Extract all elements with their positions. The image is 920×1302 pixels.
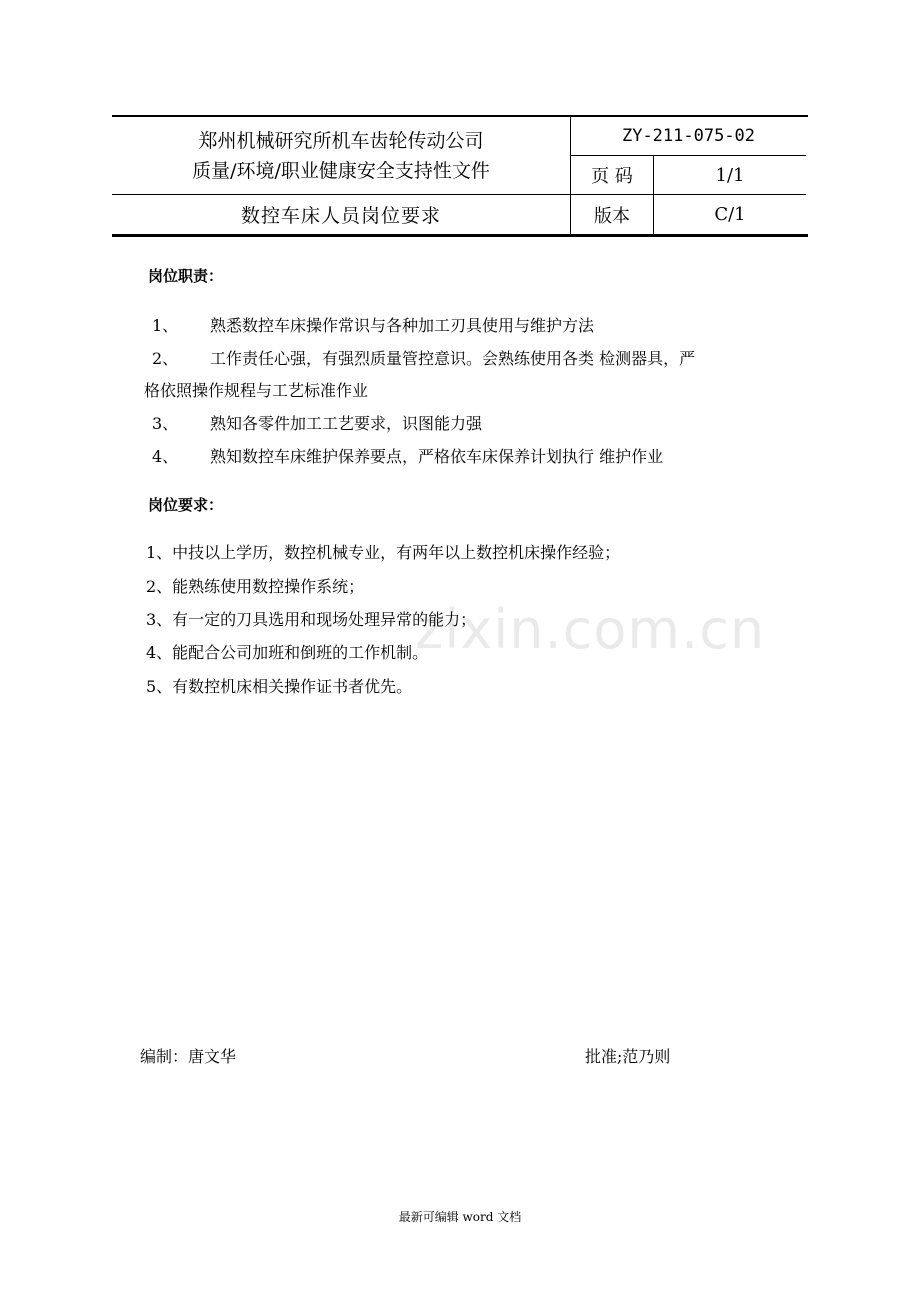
duty-text: 熟知数控车床维护保养要点，严格依车床保养计划执行 维护作业 bbox=[210, 447, 664, 466]
duty-number: 3、 bbox=[152, 414, 179, 433]
watermark: zixin.com.cn bbox=[415, 598, 766, 661]
requirement-item: 2、能熟练使用数控操作系统； bbox=[146, 577, 365, 596]
version-value: C/1 bbox=[714, 204, 746, 225]
page-footer: 最新可编辑 word 文档 bbox=[398, 1210, 522, 1224]
document-code: ZY-211-075-02 bbox=[621, 126, 756, 146]
page-label: 页 码 bbox=[591, 166, 633, 187]
duty-text: 熟知各零件加工工艺要求，识图能力强 bbox=[210, 414, 483, 433]
prepared-by: 编制：唐文华 bbox=[140, 1047, 237, 1066]
duty-number: 2、 bbox=[152, 349, 179, 368]
document-category: 质量/环境/职业健康安全支持性文件 bbox=[192, 159, 490, 182]
duty-text: 熟悉数控车床操作常识与各种加工刃具使用与维护方法 bbox=[210, 316, 595, 335]
approved-by: 批准;范乃则 bbox=[585, 1047, 671, 1066]
requirements-heading: 岗位要求： bbox=[148, 496, 224, 514]
requirement-item: 3、有一定的刀具选用和现场处理异常的能力； bbox=[146, 610, 477, 629]
requirement-item: 5、有数控机床相关操作证书者优先。 bbox=[146, 677, 413, 696]
requirement-item: 4、能配合公司加班和倒班的工作机制。 bbox=[146, 643, 429, 662]
duty-item bbox=[152, 313, 594, 336]
duty-item bbox=[152, 411, 482, 434]
document-header-table bbox=[112, 115, 808, 237]
duty-item bbox=[152, 444, 663, 467]
duty-number: 1、 bbox=[152, 316, 179, 335]
duty-number: 4、 bbox=[152, 447, 179, 466]
duty-text: 工作责任心强，有强烈质量管控意识。会熟练使用各类 检测器具，严 bbox=[210, 349, 696, 368]
duty-item-continuation: 格依照操作规程与工艺标准作业 bbox=[144, 381, 369, 400]
document-title: 数控车床人员岗位要求 bbox=[240, 205, 441, 227]
company-name-block bbox=[112, 117, 570, 194]
page-value: 1/1 bbox=[715, 164, 745, 186]
version-label: 版本 bbox=[594, 205, 630, 227]
duties-heading: 岗位职责： bbox=[148, 267, 224, 285]
duty-item bbox=[152, 346, 695, 369]
requirement-item: 1、中技以上学历，数控机械专业，有两年以上数控机床操作经验； bbox=[146, 543, 621, 562]
company-name: 郑州机械研究所机车齿轮传动公司 bbox=[198, 129, 484, 152]
